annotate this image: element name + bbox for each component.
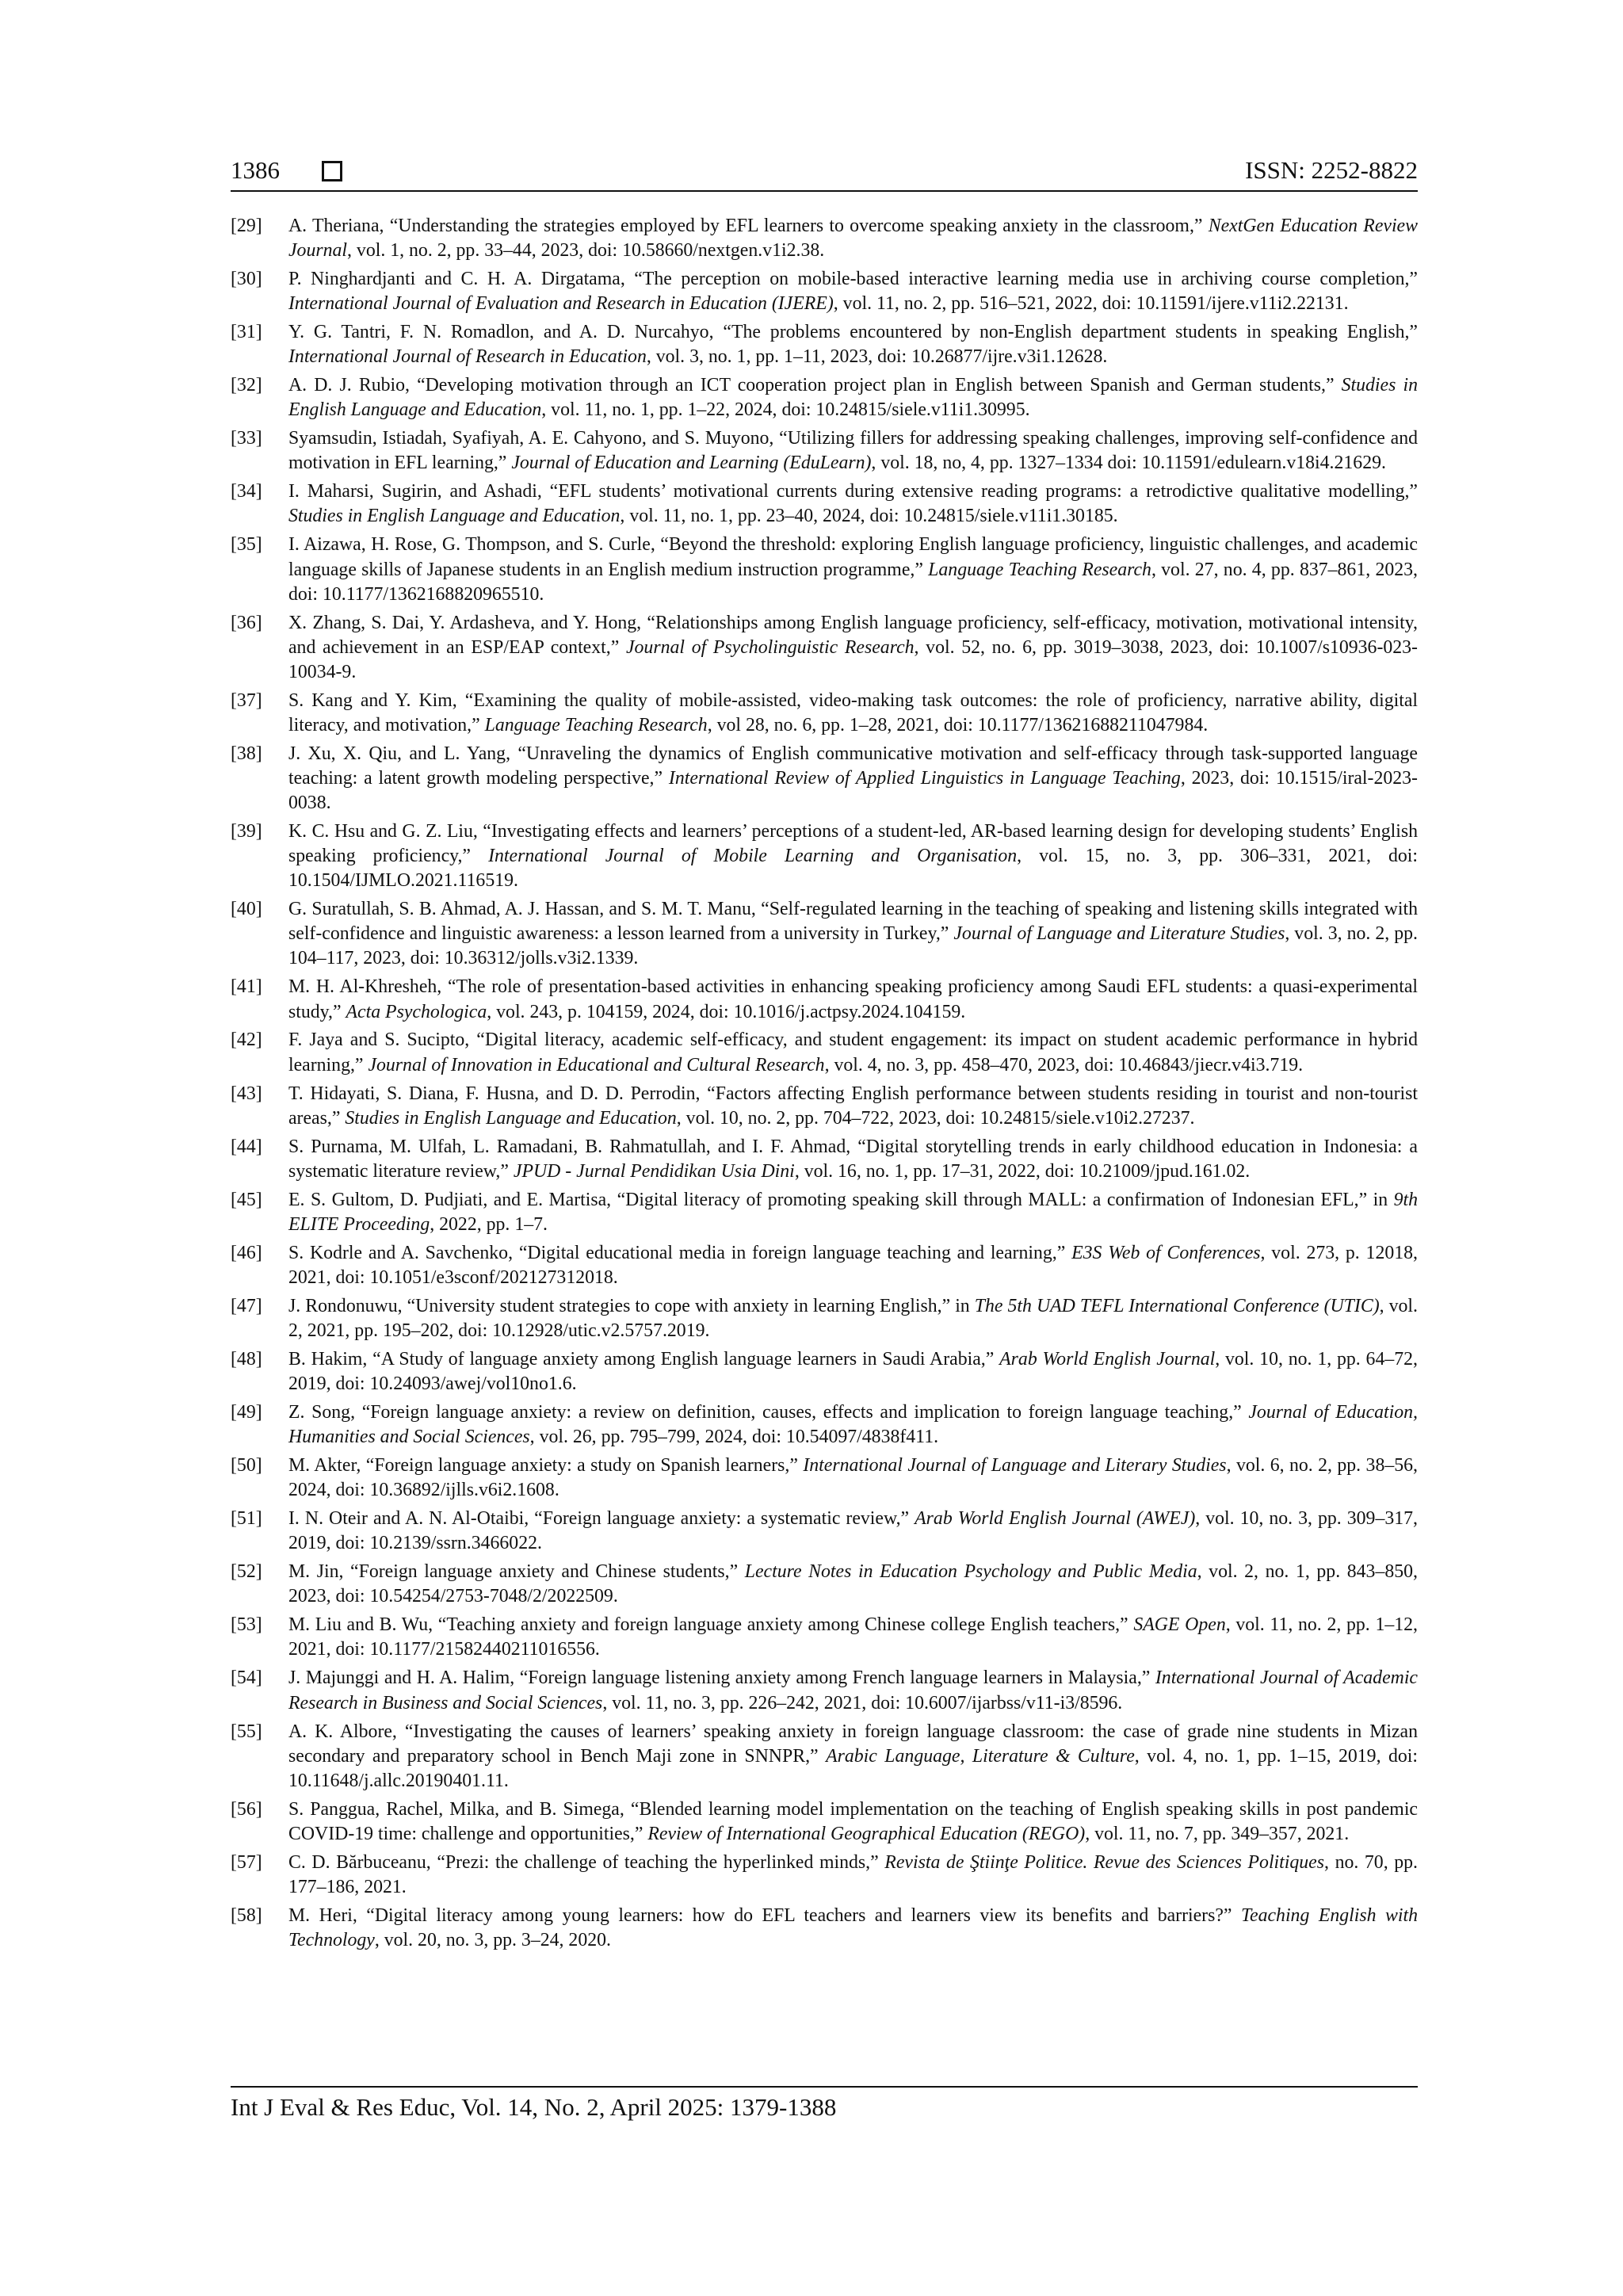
reference-item (231, 975, 1418, 1024)
reference-venue: Arab World English Journal (AWEJ) (915, 1508, 1196, 1530)
reference-number: [33] (231, 428, 262, 449)
reference-venue: 9th ELITE Proceeding (288, 1189, 1418, 1235)
reference-details: , vol. 11, no. 3, pp. 226–242, 2021, doi: 10.6007/ijarbss/v11-i3/8596. (602, 1692, 1123, 1713)
reference-item (231, 1560, 1418, 1609)
reference-details: , 2022, pp. 1–7. (430, 1213, 548, 1235)
reference-text (288, 1720, 1418, 1794)
reference-number: [29] (231, 216, 262, 236)
reference-details: , vol. 3, no. 1, pp. 1–11, 2023, doi: 10.26877/ijre.v3i1.12628. (646, 346, 1108, 368)
reference-venue: E3S Web of Conferences (1071, 1242, 1261, 1263)
reference-text (288, 819, 1418, 893)
reference-authors-title: A. K. Albore, “Investigating the causes of learners’ speaking anxiety in foreign language classroom: the case of grade nine students in Mizan secondary and preparatory school in Bench Maji zone in SNNPR,” (288, 1721, 1418, 1767)
reference-text (288, 533, 1418, 606)
reference-venue: Language Teaching Research (484, 714, 708, 735)
reference-item (231, 1347, 1418, 1396)
reference-details: , vol. 4, no. 3, pp. 458–470, 2023, doi: 10.46843/jiecr.v4i3.719. (824, 1054, 1304, 1075)
reference-text (288, 897, 1418, 971)
reference-venue: Studies in English Language and Education (345, 1107, 677, 1129)
reference-details: , vol. 3, no. 2, pp. 104–117, 2023, doi: 10.36312/jolls.v3i2.1339. (288, 923, 1418, 969)
reference-venue: Lecture Notes in Education Psychology and Public Media (744, 1561, 1197, 1583)
reference-authors-title: C. D. Bărbuceanu, “Prezi: the challenge of teaching the hyperlinked minds,” (288, 1851, 885, 1873)
reference-details: , vol. 20, no. 3, pp. 3–24, 2020. (374, 1929, 611, 1950)
reference-number: [58] (231, 1904, 262, 1926)
reference-number: [39] (231, 821, 262, 842)
reference-item (231, 426, 1418, 476)
reference-details: , vol. 273, p. 12018, 2021, doi: 10.1051/e3sconf/202127312018. (288, 1242, 1418, 1288)
reference-number: [46] (231, 1242, 262, 1263)
reference-item (231, 1294, 1418, 1343)
reference-authors-title: S. Panggua, Rachel, Milka, and B. Simega, “Blended learning model implementation on the teaching of English speaking skills in post pandemic COVID-19 time: challenge and opportunities,” (288, 1798, 1418, 1844)
reference-details: , vol. 1, no. 2, pp. 33–44, 2023, doi: 10.58660/nextgen.v1i2.38. (347, 240, 825, 262)
reference-number: [35] (231, 534, 262, 556)
reference-venue: Teaching English with Technology (288, 1904, 1418, 1950)
reference-venue: The 5th UAD TEFL International Conference (UTIC) (974, 1295, 1380, 1316)
reference-number: [51] (231, 1508, 262, 1530)
reference-venue: Review of International Geographical Education (REGO), (647, 1823, 1090, 1844)
page-header (231, 155, 1418, 189)
reference-number: [32] (231, 375, 262, 396)
reference-details: , vol. 11, no. 1, pp. 23–40, 2024, doi: 10.24815/siele.v11i1.30185. (620, 506, 1118, 527)
reference-details: , vol. 27, no. 4, pp. 837–861, 2023, doi: 10.1177/1362168820965510. (288, 559, 1418, 605)
reference-authors-title: Syamsudin, Istiadah, Syafiyah, A. E. Cahyono, and S. Muyono, “Utilizing fillers for addressing speaking challenges, improving self-confidence and motivation in EFL learning,” (288, 428, 1418, 474)
reference-venue: Journal of Education, Humanities and Social Sciences (288, 1402, 1419, 1448)
reference-number: [41] (231, 976, 262, 998)
reference-text (288, 975, 1418, 1024)
reference-item (231, 742, 1418, 816)
reference-authors-title: T. Hidayati, S. Diana, F. Husna, and D. D. Perrodin, “Factors affecting English performance between students residing in tourist and non-tourist areas,” (288, 1083, 1418, 1129)
reference-venue: Arab World English Journal (999, 1348, 1216, 1370)
reference-number: [47] (231, 1295, 262, 1316)
reference-venue: Journal of Language and Literature Studies (953, 923, 1285, 945)
reference-venue: NextGen Education Review Journal (288, 216, 1418, 262)
reference-item (231, 1028, 1418, 1077)
reference-text (288, 742, 1418, 816)
reference-details: , vol. 26, pp. 795–799, 2024, doi: 10.54097/4838f411. (529, 1427, 939, 1448)
reference-authors-title: S. Purnama, M. Ulfah, L. Ramadani, B. Rahmatullah, and I. F. Ahmad, “Digital storytelling trends in early childhood education in Indonesia: a systematic literature review,” (288, 1136, 1418, 1182)
reference-venue: Studies in English Language and Education (288, 506, 621, 527)
reference-item (231, 1507, 1418, 1556)
reference-details: , vol. 6, no. 2, pp. 38–56, 2024, doi: 10.36892/ijlls.v6i2.1608. (288, 1455, 1418, 1501)
reference-details: , vol. 11, no. 1, pp. 1–22, 2024, doi: 10.24815/siele.v11i1.30995. (541, 399, 1030, 421)
reference-text (288, 1560, 1418, 1609)
reference-authors-title: I. N. Oteir and A. N. Al-Otaibi, “Foreign language anxiety: a systematic review,” (288, 1508, 915, 1530)
reference-number: [54] (231, 1668, 262, 1689)
reference-text (288, 611, 1418, 685)
reference-venue: Journal of Innovation in Educational and Cultural Research (368, 1054, 825, 1075)
reference-text (288, 426, 1418, 476)
reference-number: [44] (231, 1136, 262, 1157)
reference-text (288, 373, 1418, 422)
reference-details: , vol 28, no. 6, pp. 1–28, 2021, doi: 10.1177/13621688211047984. (707, 714, 1209, 735)
reference-venue: SAGE Open (1133, 1614, 1226, 1636)
reference-item (231, 1666, 1418, 1715)
reference-number: [40] (231, 899, 262, 920)
reference-text (288, 1454, 1418, 1503)
reference-number: [48] (231, 1348, 262, 1370)
footer-citation: Int J Eval & Res Educ, Vol. 14, No. 2, April 2025: 1379-1388 (231, 2093, 837, 2121)
reference-text (288, 1851, 1418, 1900)
reference-authors-title: A. Theriana, “Understanding the strategies employed by EFL learners to overcome speaking anxiety in the classroom,” (288, 216, 1209, 236)
reference-authors-title: K. C. Hsu and G. Z. Liu, “Investigating effects and learners’ perceptions of a student-led, AR-based learning design for developing students’ English speaking proficiency,” (288, 821, 1418, 867)
reference-number: [53] (231, 1614, 262, 1636)
reference-authors-title: I. Aizawa, H. Rose, G. Thompson, and S. Curle, “Beyond the threshold: exploring English language proficiency, linguistic challenges, and academic language skills of Japanese students in an English medium instruction programme,” (288, 534, 1418, 580)
reference-item (231, 1082, 1418, 1131)
reference-text (288, 1666, 1418, 1715)
reference-item (231, 1797, 1418, 1847)
reference-details: , vol. 11, no. 2, pp. 516–521, 2022, doi: 10.11591/ijere.v11i2.22131. (833, 293, 1349, 315)
reference-item (231, 1400, 1418, 1450)
reference-number: [30] (231, 269, 262, 290)
reference-text (288, 1904, 1418, 1953)
reference-list (231, 214, 1418, 1957)
reference-text (288, 1347, 1418, 1396)
reference-details: vol. 11, no. 7, pp. 349–357, 2021. (1090, 1823, 1350, 1844)
reference-item (231, 1454, 1418, 1503)
reference-number: [31] (231, 322, 262, 343)
reference-item (231, 1135, 1418, 1184)
reference-number: [37] (231, 690, 262, 711)
reference-authors-title: B. Hakim, “A Study of language anxiety among English language learners in Saudi Arabia,” (288, 1348, 1000, 1370)
reference-number: [43] (231, 1083, 262, 1104)
reference-authors-title: Y. G. Tantri, F. N. Romadlon, and A. D. Nurcahyo, “The problems encountered by non-English department students in speaking English,” (288, 322, 1418, 343)
reference-authors-title: M. Heri, “Digital literacy among young learners: how do EFL teachers and learners view its benefits and barriers?” (288, 1904, 1241, 1926)
reference-text (288, 1613, 1418, 1662)
reference-venue: International Journal of Academic Research in Business and Social Sciences (288, 1668, 1418, 1713)
reference-text (288, 1135, 1418, 1184)
reference-authors-title: J. Majunggi and H. A. Halim, “Foreign language listening anxiety among French language learners in Malaysia,” (288, 1668, 1155, 1689)
reference-item (231, 689, 1418, 738)
reference-authors-title: X. Zhang, S. Dai, Y. Ardasheva, and Y. Hong, “Relationships among English language proficiency, self-efficacy, motivation, motivational intensity, and achievement in an ESP/EAP context,” (288, 612, 1418, 658)
reference-authors-title: I. Maharsi, Sugirin, and Ashadi, “EFL students’ motivational currents during extensive reading programs: a retrodictive qualitative modelling,” (288, 481, 1418, 502)
reference-authors-title: M. Akter, “Foreign language anxiety: a study on Spanish learners,” (288, 1455, 804, 1477)
reference-text (288, 1028, 1418, 1077)
reference-text (288, 1082, 1418, 1131)
reference-item (231, 1613, 1418, 1662)
reference-number: [36] (231, 612, 262, 633)
reference-number: [38] (231, 743, 262, 764)
reference-details: , vol. 4, no. 1, pp. 1–15, 2019, doi: 10.11648/j.allc.20190401.11. (288, 1745, 1418, 1791)
reference-authors-title: J. Xu, X. Qiu, and L. Yang, “Unraveling the dynamics of English communicative motivation and self-efficacy through task-supported language teaching: a latent growth modeling perspective,” (288, 743, 1418, 789)
reference-text (288, 1507, 1418, 1556)
square-icon (322, 161, 342, 181)
reference-authors-title: F. Jaya and S. Sucipto, “Digital literacy, academic self-efficacy, and student engagement: its impact on student academic performance in hybrid learning,” (288, 1030, 1418, 1075)
reference-venue: Studies in English Language and Education (288, 375, 1418, 421)
reference-text (288, 1241, 1418, 1290)
reference-authors-title: G. Suratullah, S. B. Ahmad, A. J. Hassan, and S. M. T. Manu, “Self-regulated learning in the teaching of speaking and listening skills integrated with self-confidence and linguistic awareness: a lesson learned from a university in Turkey,” (288, 899, 1418, 945)
reference-details: , vol. 243, p. 104159, 2024, doi: 10.1016/j.actpsy.2024.104159. (487, 1001, 966, 1022)
reference-text (288, 1294, 1418, 1343)
reference-number: [55] (231, 1721, 262, 1742)
issn: ISSN: 2252-8822 (1245, 156, 1418, 184)
reference-details: , vol. 16, no. 1, pp. 17–31, 2022, doi: 10.21009/jpud.161.02. (794, 1160, 1251, 1182)
reference-number: [49] (231, 1402, 262, 1423)
reference-details: , vol. 10, no. 1, pp. 64–72, 2019, doi: 10.24093/awej/vol10no1.6. (288, 1348, 1418, 1395)
reference-venue: Revista de Ştiinţe Politice. Revue des Sciences Politiques (884, 1851, 1325, 1873)
reference-item (231, 819, 1418, 893)
reference-details: , vol. 10, no. 3, pp. 309–317, 2019, doi: 10.2139/ssrn.3466022. (288, 1508, 1418, 1554)
reference-details: , vol. 11, no. 2, pp. 1–12, 2021, doi: 10.1177/21582440211016556. (288, 1614, 1418, 1660)
header-rule (231, 190, 1418, 192)
reference-details: , 2023, doi: 10.1515/iral-2023-0038. (288, 767, 1418, 814)
reference-authors-title: J. Rondonuwu, “University student strategies to cope with anxiety in learning English,” in (288, 1295, 975, 1316)
reference-text (288, 267, 1418, 316)
reference-text (288, 1400, 1418, 1450)
reference-venue: Arabic Language, Literature & Culture (826, 1745, 1135, 1767)
reference-authors-title: M. Liu and B. Wu, “Teaching anxiety and foreign language anxiety among Chinese college English teachers,” (288, 1614, 1134, 1636)
reference-text (288, 214, 1418, 263)
reference-authors-title: Z. Song, “Foreign language anxiety: a review on definition, causes, effects and implication to foreign language teaching,” (288, 1402, 1249, 1423)
reference-authors-title: E. S. Gultom, D. Pudjiati, and E. Martisa, “Digital literacy of promoting speaking skill through MALL: a confirmation of Indonesian EFL,” in (288, 1189, 1394, 1210)
footer-rule (231, 2086, 1418, 2088)
reference-number: [50] (231, 1455, 262, 1477)
reference-item (231, 267, 1418, 316)
reference-details: , vol. 18, no, 4, pp. 1327–1334 doi: 10.11591/edulearn.v18i4.21629. (871, 453, 1386, 474)
reference-number: [56] (231, 1798, 262, 1820)
reference-authors-title: M. H. Al-Khresheh, “The role of presentation-based activities in enhancing speaking proficiency among Saudi EFL students: a quasi-experimental study,” (288, 976, 1418, 1022)
reference-item (231, 373, 1418, 422)
reference-item (231, 1851, 1418, 1900)
reference-details: , vol. 2, no. 1, pp. 843–850, 2023, doi: 10.54254/2753-7048/2/2022509. (288, 1561, 1418, 1607)
reference-details: , vol. 15, no. 3, pp. 306–331, 2021, doi: 10.1504/IJMLO.2021.116519. (288, 846, 1418, 892)
reference-number: [57] (231, 1851, 262, 1873)
reference-item (231, 479, 1418, 529)
reference-venue: International Review of Applied Linguistics in Language Teaching (668, 767, 1181, 789)
reference-item (231, 611, 1418, 685)
reference-authors-title: S. Kodrle and A. Savchenko, “Digital educational media in foreign language teaching and learning,” (288, 1242, 1072, 1263)
reference-authors-title: S. Kang and Y. Kim, “Examining the quality of mobile-assisted, video-making task outcomes: the role of proficiency, narrative ability, digital literacy, and motivation,” (288, 690, 1418, 735)
reference-venue: International Journal of Mobile Learning and Organisation (488, 846, 1018, 867)
reference-text (288, 479, 1418, 529)
reference-item (231, 1241, 1418, 1290)
reference-item (231, 320, 1418, 369)
reference-item (231, 1904, 1418, 1953)
reference-number: [42] (231, 1030, 262, 1051)
page-number: 1386 (231, 156, 280, 184)
reference-item (231, 1188, 1418, 1237)
reference-item (231, 214, 1418, 263)
reference-venue: Acta Psychologica (346, 1001, 487, 1022)
reference-text (288, 689, 1418, 738)
reference-venue: International Journal of Research in Education (288, 346, 647, 368)
reference-details: , no. 70, pp. 177–186, 2021. (288, 1851, 1418, 1897)
reference-venue: JPUD - Jurnal Pendidikan Usia Dini (513, 1160, 795, 1182)
reference-authors-title: A. D. J. Rubio, “Developing motivation through an ICT cooperation project plan in English between Spanish and German students,” (288, 375, 1342, 396)
reference-number: [34] (231, 481, 262, 502)
reference-text (288, 320, 1418, 369)
reference-text (288, 1188, 1418, 1237)
reference-item (231, 533, 1418, 606)
reference-venue: Journal of Education and Learning (EduLearn) (511, 453, 872, 474)
reference-number: [45] (231, 1189, 262, 1210)
reference-text (288, 1797, 1418, 1847)
reference-venue: Language Teaching Research (928, 559, 1151, 580)
reference-venue: Journal of Psycholinguistic Research (625, 636, 915, 658)
reference-number: [52] (231, 1561, 262, 1583)
reference-venue: International Journal of Evaluation and Research in Education (IJERE) (288, 293, 834, 315)
reference-authors-title: P. Ninghardjanti and C. H. A. Dirgatama, “The perception on mobile-based interactive learning media use in archiving course completion,” (288, 269, 1418, 290)
reference-item (231, 1720, 1418, 1794)
reference-authors-title: M. Jin, “Foreign language anxiety and Chinese students,” (288, 1561, 745, 1583)
reference-details: , vol. 52, no. 6, pp. 3019–3038, 2023, doi: 10.1007/s10936-023-10034-9. (288, 636, 1418, 682)
reference-details: , vol. 10, no. 2, pp. 704–722, 2023, doi: 10.24815/siele.v10i2.27237. (676, 1107, 1195, 1129)
reference-details: , vol. 2, 2021, pp. 195–202, doi: 10.12928/utic.v2.5757.2019. (288, 1295, 1418, 1341)
reference-venue: International Journal of Language and Literary Studies (803, 1455, 1227, 1477)
reference-item (231, 897, 1418, 971)
